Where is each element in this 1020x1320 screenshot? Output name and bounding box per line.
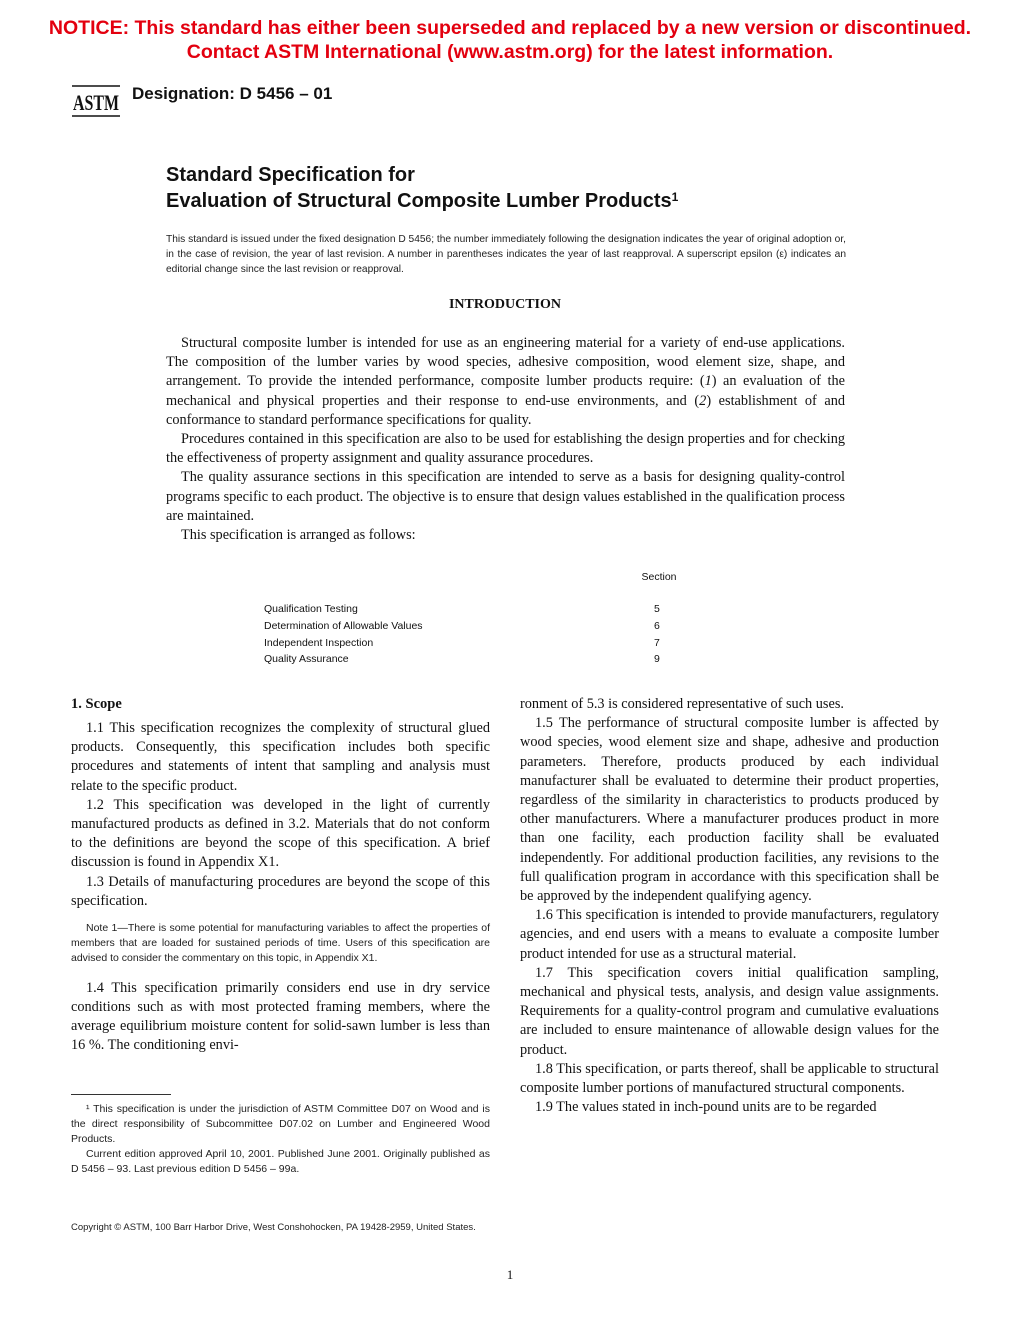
title-line-1: Standard Specification for (166, 164, 415, 186)
astm-logo (70, 80, 122, 122)
intro-paragraph-3: The quality assurance sections in this specification are intended to serve as a basis for designing quality-control programs specific to each product. The objective is to ensure that design values established in the qualification process are maintained. (166, 469, 845, 524)
section-1-5: 1.5 The performance of structural composite lumber is affected by wood species, wood element size and shape, adhesive and production parameters. Therefore, products produced by each individual manufacturer shall be evaluated to determine their product properties, regardless of the similarity in characteristics to products produced by other manufacturers. Where a manufacturer produces product in more than one facility, each production facility shall be evaluated independently. For additional production facilities, any revisions to the full qualification program in accordance with this specification shall be be approved by the independent qualifying agency. (520, 715, 939, 905)
intro-paragraph-4: This specification is arranged as follows: (181, 527, 416, 544)
notice-line-2: Contact ASTM International (www.astm.org) for the latest information. (186, 41, 834, 63)
toc-section: 5 (654, 603, 660, 615)
notice-line-1: NOTICE: This standard has either been superseded and replaced by a new version or discontinued. (48, 17, 972, 39)
intro-paragraph-1: Structural composite lumber is intended for use as an engineering material for a variety of end-use applications. The composition of the lumber varies by wood species, adhesive composition, wood element size, shape, and arrangement. To provide the intended performance, composite lumber products require: (1) an evaluation of the mechanical and physical properties and their response to end-use environments, and (2) establishment of and conformance to standard performance specifications for quality. (166, 335, 845, 428)
toc-label: Qualification Testing (264, 603, 358, 615)
footnotes (71, 1102, 490, 1177)
astm-logo-text: ASTM (73, 90, 120, 115)
section-1-8: 1.8 This specification, or parts thereof, shall be applicable to structural composite lumber portions of manufactured structural components. (520, 1060, 939, 1097)
section-1-3: 1.3 Details of manufacturing procedures are beyond the scope of this specification. (71, 873, 490, 909)
introduction-body (166, 334, 845, 545)
issue-statement: This standard is issued under the fixed designation D 5456; the number immediately following the designation indicates the year of original adoption or, in the case of revision, the year of last revision. A number in parentheses indicates the year of last reapproval. A superscript epsilon (ε) indicates an editorial change since the last revision or reapproval. (166, 234, 846, 275)
section-1-4-continued: ronment of 5.3 is considered representative of such uses. (520, 696, 844, 712)
footnote-2: Current edition approved April 10, 2001. Published June 2001. Originally published as D 5456 – 93. Last previous edition D 5456 – 99a. (71, 1148, 490, 1175)
copyright: Copyright © ASTM, 100 Barr Harbor Drive, West Conshohocken, PA 19428-2959, United States. (71, 1222, 476, 1233)
section-1-2: 1.2 This specification was developed in the light of currently manufactured products as defined in 3.2. Materials that do not conform to the definitions are beyond the scope of this specification. A brief discussion is found in Appendix X1. (71, 796, 490, 871)
left-column (71, 719, 490, 1055)
section-1-4: 1.4 This specification primarily considers end use in dry service conditions such as with most protected framing members, where the average equilibrium moisture content for solid-sawn lumber is less than 16 %. The conditioning envi- (71, 979, 490, 1054)
toc-label: Quality Assurance (264, 653, 349, 665)
title-line-2: Evaluation of Structural Composite Lumber Products (166, 190, 672, 212)
intro-paragraph-2: Procedures contained in this specification are also to be used for establishing the design properties and for checking the effectiveness of property assignment and quality assurance procedures. (166, 431, 845, 467)
toc-label: Independent Inspection (264, 637, 374, 649)
section-1-1: 1.1 This specification recognizes the complexity of structural glued products. Consequently, this specification includes both specific procedures and statements of intent that sampling and analysis must relate to the specific product. (71, 720, 490, 794)
footnote-divider (71, 1094, 171, 1095)
introduction-heading: INTRODUCTION (448, 297, 561, 312)
toc-header: Section (641, 571, 677, 583)
footnote-1: ¹ This specification is under the jurisdiction of ASTM Committee D07 on Wood and is the direct responsibility of Subcommittee D07.02 on Lumber and Engineered Wood Products. (71, 1103, 490, 1145)
toc-label: Determination of Allowable Values (264, 620, 423, 632)
scope-heading: 1. Scope (71, 696, 122, 712)
title-footnote-mark: 1 (671, 190, 679, 204)
page-number: 1 (506, 1267, 514, 1282)
toc-section: 9 (654, 653, 660, 665)
right-column (520, 695, 939, 1117)
toc-section: 7 (654, 637, 660, 649)
section-1-6: 1.6 This specification is intended to provide manufacturers, regulatory agencies, and end users with a means to evaluate a composite lumber product intended for use as a structural material. (520, 907, 939, 962)
document-title (166, 162, 678, 214)
designation: Designation: D 5456 – 01 (132, 84, 333, 103)
section-1-9: 1.9 The values stated in inch-pound units are to be regarded (535, 1099, 877, 1116)
note-1: Note 1—There is some potential for manufacturing variables to affect the properties of members that are loaded for sustained periods of time. Users of this specification are advised to consider the commentary on this topic, in Appendix X1. (71, 922, 490, 965)
toc-section: 6 (654, 620, 660, 632)
section-1-7: 1.7 This specification covers initial qualification sampling, mechanical and physical tests, analysis, and design value assignments. Requirements for a quality-control program and cumulative evaluations are included to ensure maintenance of allowable design values for the product. (520, 964, 939, 1058)
